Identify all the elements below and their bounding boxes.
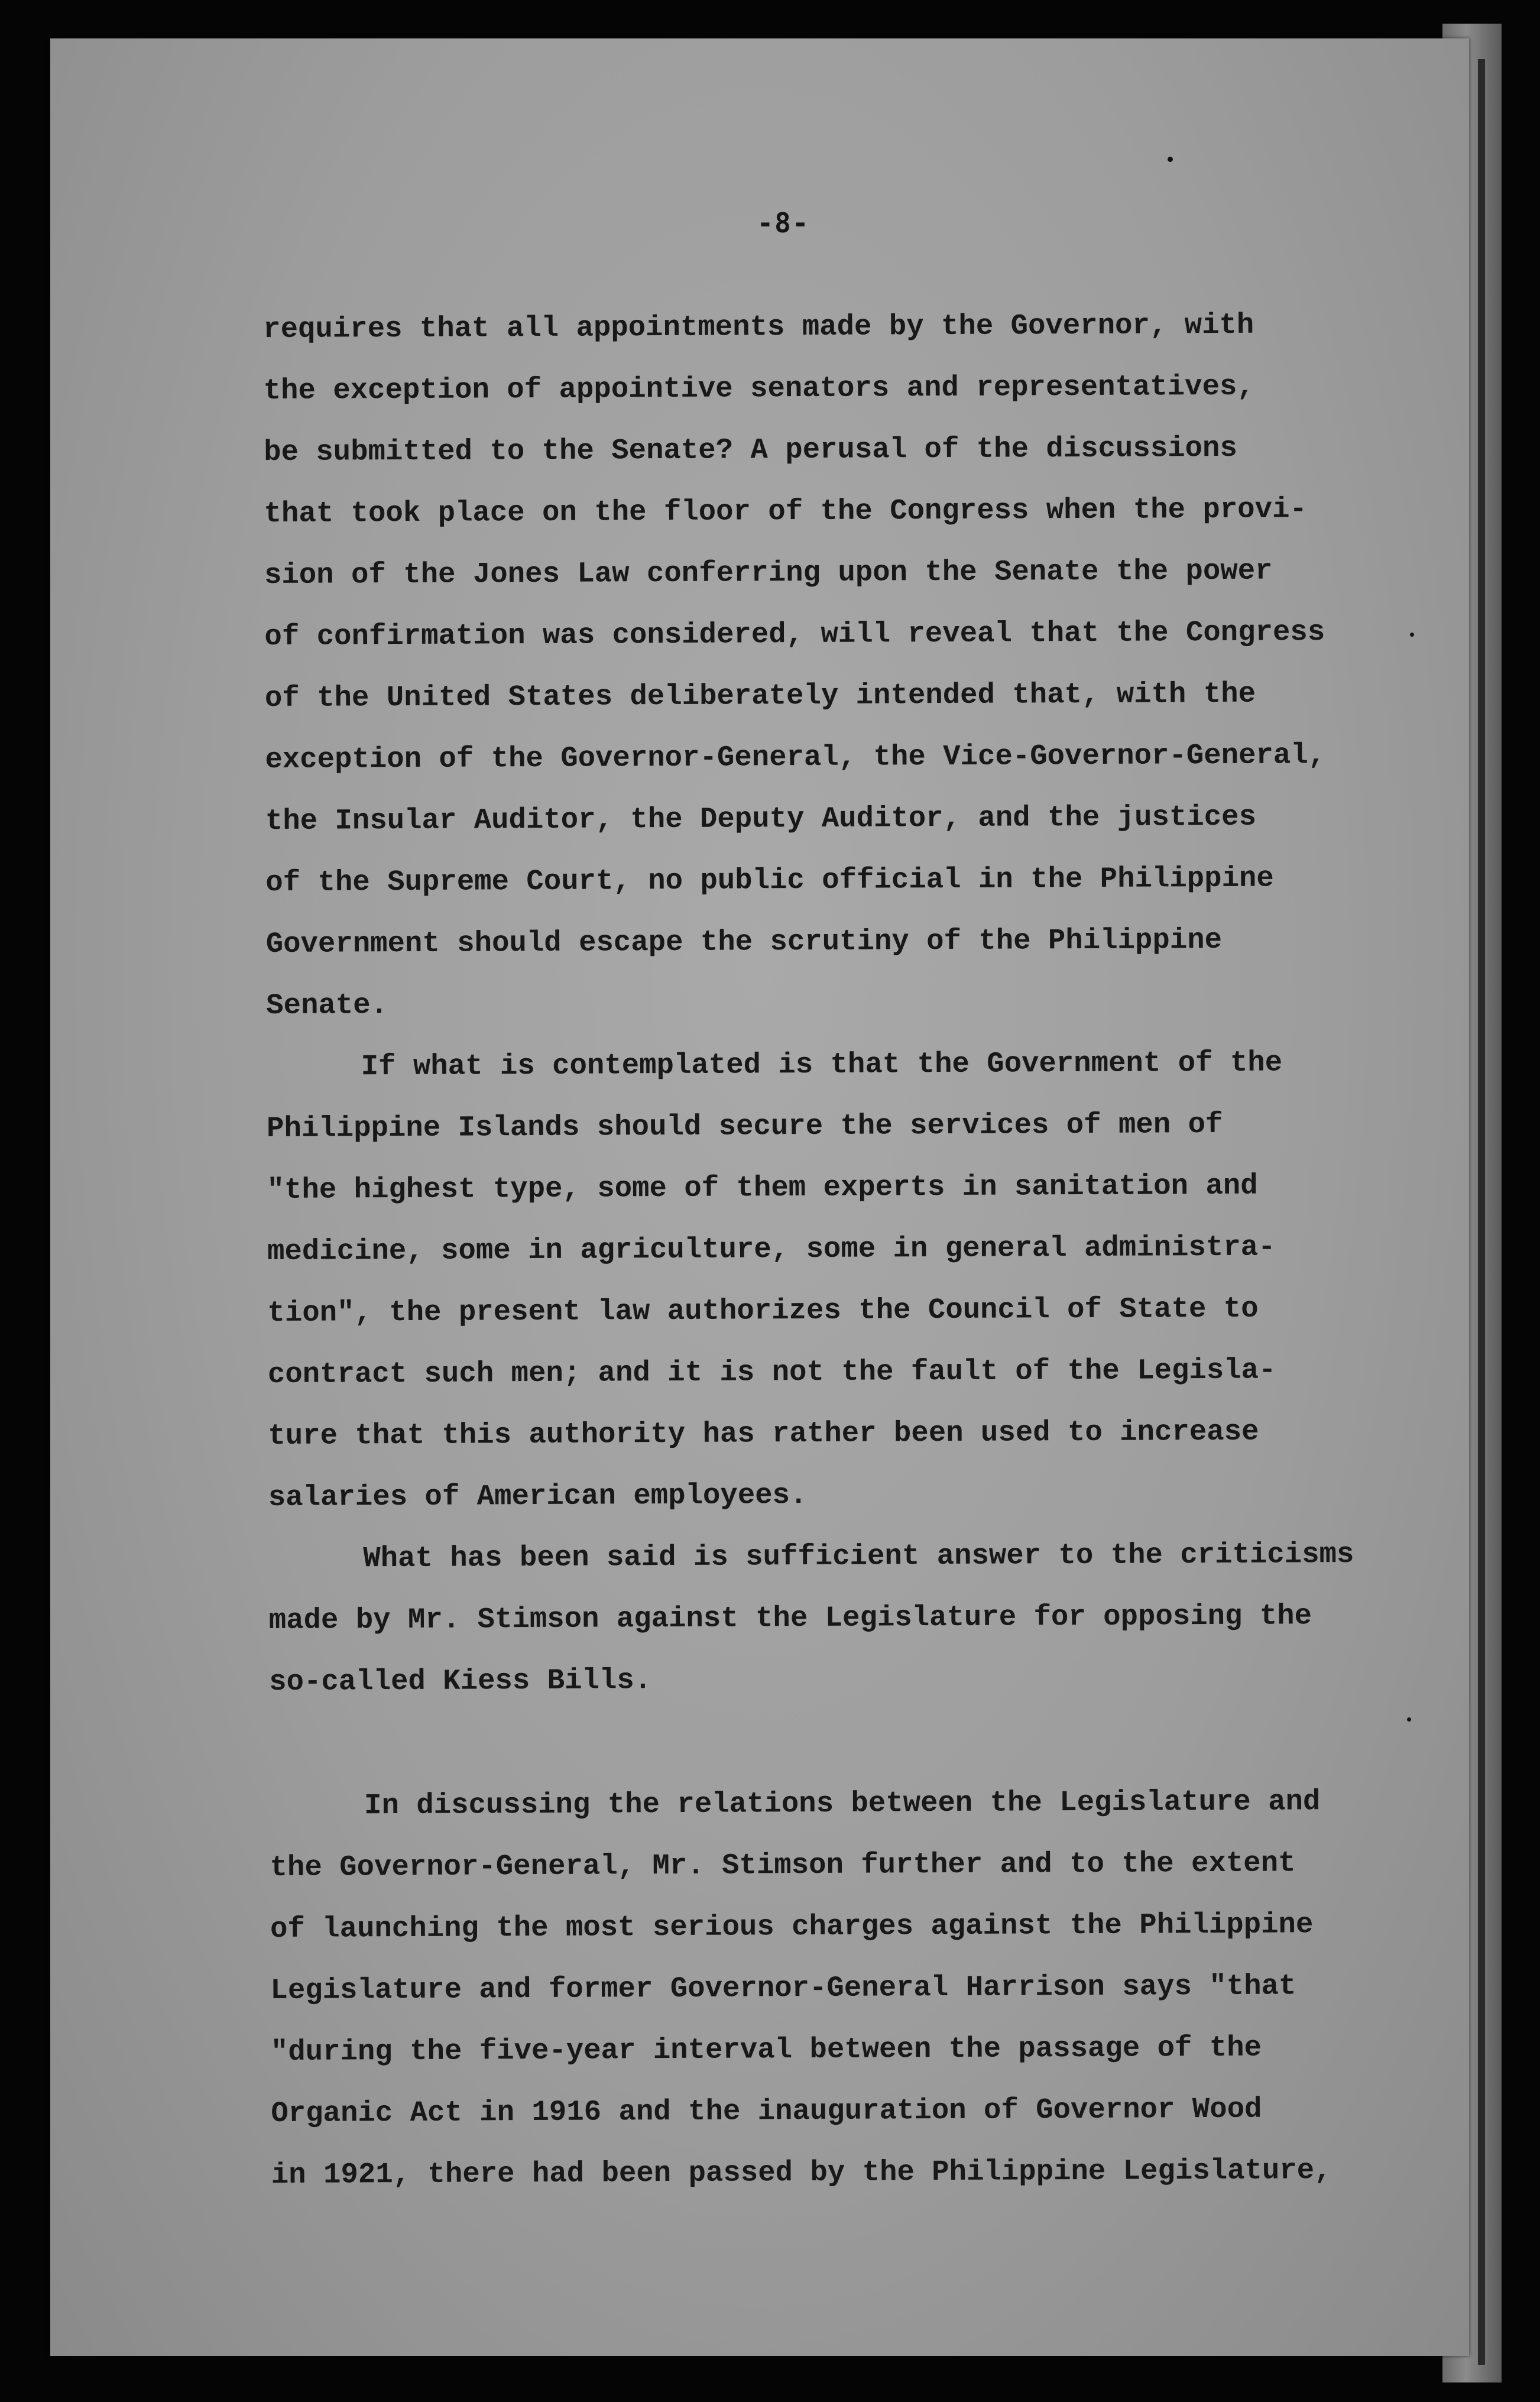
text-line: tion", the present law authorizes the Council of State to — [267, 1292, 1259, 1330]
text-line: of launching the most serious charges against the Philippine — [270, 1908, 1314, 1946]
paragraph — [270, 1770, 1454, 2206]
dust-speck — [1168, 157, 1173, 162]
text-line: the Governor-General, Mr. Stimson further and to the extent — [270, 1846, 1296, 1884]
text-line: Government should escape the scrutiny of the Philippine — [265, 923, 1223, 961]
text-line: so-called Kiess Bills. — [269, 1664, 652, 1698]
paragraph-spacer — [269, 1707, 1451, 1775]
text-line: Organic Act in 1916 and the inauguration of Governor Wood — [271, 2092, 1262, 2130]
text-line: salaries of American employees. — [268, 1479, 808, 1514]
text-line: What has been said is sufficient answer to the criticisms — [363, 1537, 1354, 1576]
text-line: Philippine Islands should secure the services of men of — [267, 1107, 1223, 1145]
text-line: Legislature and former Governor-General Harrison says "that — [270, 1969, 1296, 2007]
text-line: contract such men; and it is not the fault of the Legisla- — [267, 1353, 1276, 1391]
text-line: made by Mr. Stimson against the Legislature for opposing the — [268, 1599, 1312, 1637]
text-line: "during the five-year interval between the passage of the — [270, 2031, 1262, 2069]
text-line: If what is contemplated is that the Government of the — [361, 1046, 1283, 1084]
text-line: sion of the Jones Law conferring upon the Senate the power — [264, 554, 1273, 592]
document-page — [50, 38, 1469, 2356]
text-line: of the United States deliberately intended that, with the — [264, 677, 1256, 715]
paragraph — [266, 1031, 1451, 1528]
paragraph — [268, 1523, 1451, 1713]
text-line: ture that this authority has rather been used to increase — [268, 1415, 1259, 1453]
body-text — [263, 293, 1454, 2206]
text-line: be submitted to the Senate? A perusal of the discussions — [264, 431, 1237, 469]
text-line: the exception of appointive senators and representatives, — [263, 369, 1254, 407]
text-line: requires that all appointments made by the Governor, with — [263, 308, 1254, 346]
text-line: exception of the Governor-General, the Vice-Governor-General, — [265, 738, 1326, 776]
text-line: in 1921, there had been passed by the Philippine Legislature, — [271, 2154, 1332, 2192]
page-number: -8- — [757, 207, 810, 239]
text-line: the Insular Auditor, the Deputy Auditor, and the justices — [265, 800, 1257, 838]
back-sheet-shadow — [1478, 59, 1485, 2365]
text-line: medicine, some in agriculture, some in general administra- — [267, 1230, 1276, 1268]
text-line: of the Supreme Court, no public official in the Philippine — [265, 861, 1274, 899]
text-line: In discussing the relations between the Legislature and — [364, 1785, 1321, 1823]
paragraph — [263, 293, 1448, 1036]
text-line: "the highest type, some of them experts in sanitation and — [267, 1169, 1258, 1207]
text-line: that took place on the floor of the Congress when the provi- — [264, 492, 1307, 530]
text-line: Senate. — [266, 988, 388, 1022]
text-line: of confirmation was considered, will reveal that the Congress — [264, 615, 1325, 653]
